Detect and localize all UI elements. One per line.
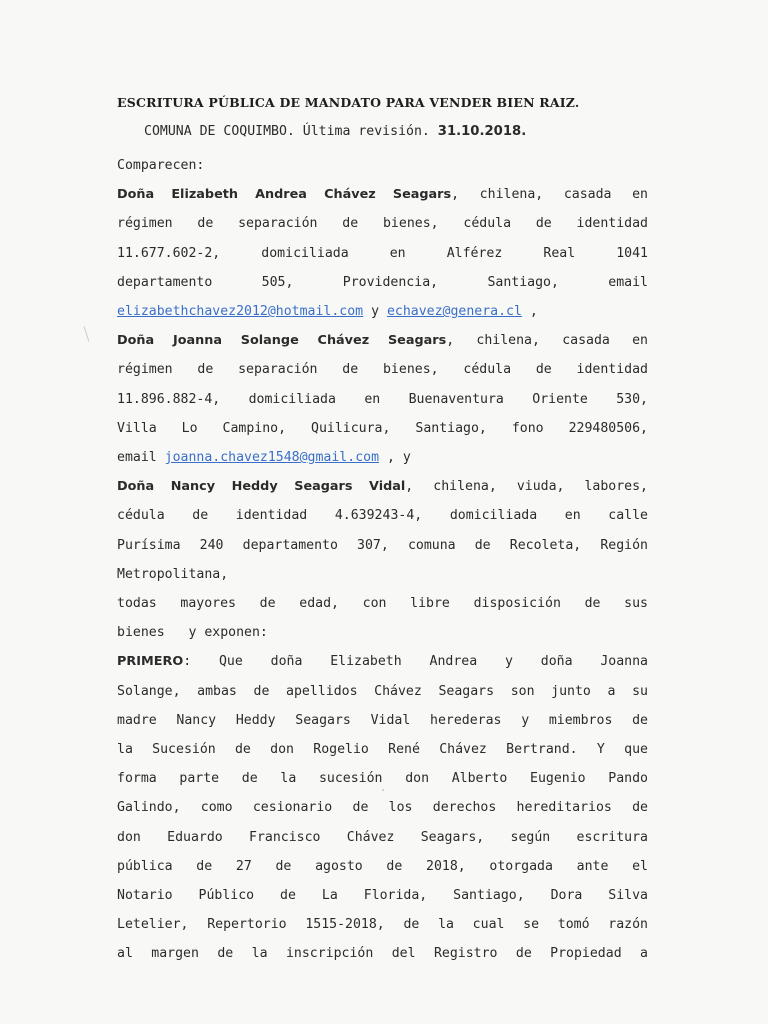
primero-line: Galindo, como cesionario de los derechos hereditarios de: [117, 800, 648, 816]
document-title: ESCRITURA PÚBLICA DE MANDATO PARA VENDER BIEN RAIZ.: [117, 95, 580, 110]
party1-line2: régimen de separación de bienes, cédula de identidad: [117, 216, 648, 232]
party2-line5: [117, 443, 648, 472]
party2-name: Doña Joanna Solange Chávez Seagars: [117, 333, 447, 349]
party1-line5-end: ,: [521, 304, 538, 320]
revision-date: 31.10.2018.: [437, 124, 527, 139]
primero-line1-rest: : Que doña Elizabeth Andrea y doña Joanna: [183, 654, 648, 670]
closing-line1: todas mayores de edad, con libre disposición de sus: [117, 596, 648, 612]
comparecen-label: Comparecen:: [117, 158, 205, 173]
primero-line1: [117, 647, 648, 676]
party2-line4: Villa Lo Campino, Quilicura, Santiago, fono 229480506,: [117, 420, 648, 436]
party2-email-link[interactable]: joanna.chavez1548@gmail.com: [164, 450, 380, 466]
party3-line2: cédula de identidad 4.639243-4, domiciliada en calle: [117, 508, 648, 524]
primero-line: forma parte de la sucesión don Alberto Eugenio Pando: [117, 771, 648, 787]
subtitle-text: COMUNA DE COQUIMBO. Última revisión.: [144, 124, 438, 139]
primero-line: madre Nancy Heddy Seagars Vidal herederas y miembros de: [117, 712, 648, 728]
party3-line1: [117, 472, 648, 501]
party1-joiner: y: [363, 304, 387, 320]
party1-line3: 11.677.602-2, domiciliada en Alférez Real 1041: [117, 245, 648, 261]
party1-email-link-2[interactable]: echavez@genera.cl: [386, 304, 522, 320]
primero-heading: PRIMERO: [117, 654, 184, 670]
party3-line1-rest: , chilena, viuda, labores,: [405, 479, 648, 495]
scan-mark: [84, 326, 90, 342]
party2-line5-end: , y: [379, 450, 411, 466]
party3-line4: Metropolitana,: [117, 566, 229, 582]
party2-line1: [117, 326, 648, 355]
party2-line3: 11.896.882-4, domiciliada en Buenaventura Oriente 530,: [117, 391, 648, 407]
party2-line1-rest: , chilena, casada en: [446, 333, 648, 349]
primero-line: don Eduardo Francisco Chávez Seagars, según escritura: [117, 829, 648, 845]
primero-line: al margen de la inscripción del Registro de Propiedad a: [117, 946, 648, 962]
party1-name: Doña Elizabeth Andrea Chávez Seagars: [117, 187, 452, 203]
primero-line: Notario Público de La Florida, Santiago, Dora Silva: [117, 888, 648, 904]
document-body: [117, 93, 648, 969]
primero-line: Letelier, Repertorio 1515-2018, de la cual se tomó razón: [117, 917, 648, 933]
party3-name: Doña Nancy Heddy Seagars Vidal: [117, 479, 406, 495]
party1-line4: departamento 505, Providencia, Santiago, email: [117, 274, 648, 290]
primero-line: pública de 27 de agosto de 2018, otorgada ante el: [117, 858, 648, 874]
closing-line2: bienes y exponen:: [117, 625, 268, 641]
party3-line3: Purísima 240 departamento 307, comuna de Recoleta, Región: [117, 537, 648, 553]
party1-line1-rest: , chilena, casada en: [451, 187, 648, 203]
primero-line: la Sucesión de don Rogelio René Chávez Bertrand. Y que: [117, 742, 648, 758]
party2-email-label: email: [117, 450, 165, 466]
party2-line2: régimen de separación de bienes, cédula de identidad: [117, 362, 648, 378]
document-subtitle: [117, 122, 648, 142]
party1-email-link-1[interactable]: elizabethchavez2012@hotmail.com: [117, 304, 364, 320]
party1-line5: [117, 297, 648, 326]
primero-line: Solange, ambas de apellidos Chávez Seagars son junto a su: [117, 683, 648, 699]
party1-line1: [117, 180, 648, 209]
